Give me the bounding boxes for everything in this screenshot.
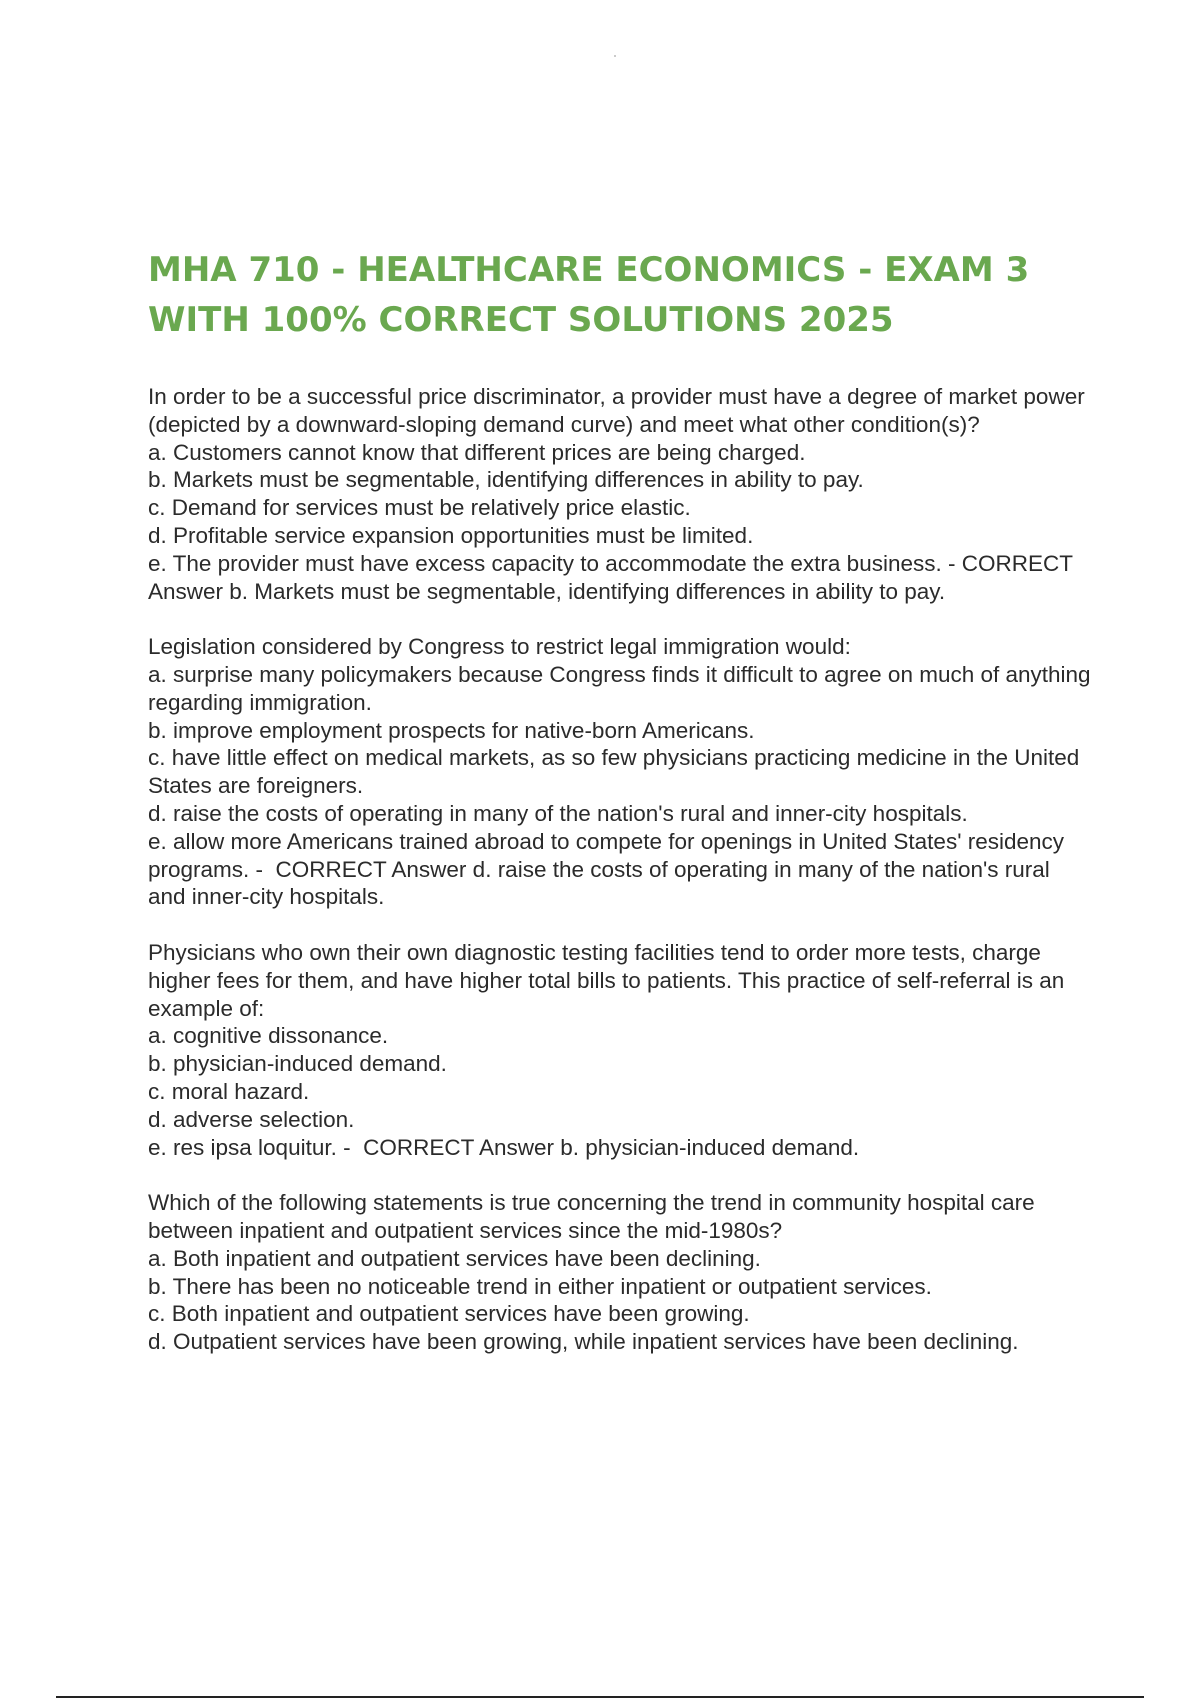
option-e: e. The provider must have excess capacity to accommodate the extra business. [148, 550, 942, 576]
option-e-with-answer [148, 550, 1092, 606]
question-4 [148, 1189, 1092, 1356]
question-text: Legislation considered by Congress to restrict legal immigration would: [148, 634, 851, 660]
document-title [148, 245, 1088, 345]
title-line-2: WITH 100% CORRECT SOLUTIONS 2025 [148, 300, 894, 340]
option-a: a. Both inpatient and outpatient services have been declining. [148, 1245, 761, 1271]
option-b: b. Markets must be segmentable, identifying differences in ability to pay. [148, 467, 864, 493]
option-d: d. Outpatient services have been growing, while inpatient services have been declining. [148, 1329, 1019, 1355]
questions-list [148, 383, 1092, 1384]
answer-separator: - [249, 856, 276, 882]
option-e-with-answer [148, 828, 1092, 911]
question-2 [148, 633, 1092, 911]
question-1 [148, 383, 1092, 605]
question-text: Which of the following statements is true concerning the trend in community hospital care between inpatient and outpatient services since the mid-1980s? [148, 1190, 1035, 1243]
option-a: a. cognitive dissonance. [148, 1023, 389, 1049]
option-c: c. moral hazard. [148, 1078, 310, 1104]
answer-separator: - [941, 550, 962, 576]
option-c: c. Demand for services must be relatively price elastic. [148, 495, 691, 521]
option-e: e. allow more Americans trained abroad to compete for openings in United States' residency programs. [148, 828, 1065, 882]
option-c: c. Both inpatient and outpatient services have been growing. [148, 1301, 750, 1327]
question-3 [148, 939, 1092, 1161]
option-a: a. surprise many policymakers because Congress finds it difficult to agree on much of anything regarding immigration. [148, 661, 1091, 715]
option-c: c. have little effect on medical markets, as so few physicians practicing medicine in the United States are foreigners. [148, 745, 1080, 799]
option-b: b. There has been no noticeable trend in either inpatient or outpatient services. [148, 1273, 932, 1299]
option-a: a. Customers cannot know that different prices are being charged. [148, 439, 806, 465]
option-d: d. Profitable service expansion opportunities must be limited. [148, 522, 754, 548]
option-b: b. improve employment prospects for native-born Americans. [148, 717, 755, 743]
question-text: In order to be a successful price discriminator, a provider must have a degree of market power (depicted by a downward-sloping demand curve) and meet what other condition(s)? [148, 384, 1085, 437]
correct-answer: CORRECT Answer b. physician-induced demand. [363, 1134, 860, 1160]
option-e: e. res ipsa loquitur. [148, 1134, 337, 1160]
option-d: d. raise the costs of operating in many of the nation's rural and inner-city hospitals. [148, 800, 968, 826]
option-d: d. adverse selection. [148, 1106, 355, 1132]
title-line-1: MHA 710 - HEALTHCARE ECONOMICS - EXAM 3 [148, 250, 1030, 290]
answer-separator: - [336, 1134, 364, 1160]
option-b: b. physician-induced demand. [148, 1051, 447, 1077]
option-e-with-answer [148, 1134, 1092, 1162]
page-bottom-rule [56, 1696, 1144, 1698]
correct-answer: CORRECT Answer b. Markets must be segmentable, identifying differences in ability to pay. [148, 550, 1073, 604]
question-text: Physicians who own their own diagnostic testing facilities tend to order more tests, charge higher fees for them, and have higher total bills to patients. This practice of self-referral is an example of: [148, 939, 1065, 1021]
scan-speck [614, 55, 616, 57]
correct-answer: CORRECT Answer d. raise the costs of operating in many of the nation's rural and inner-city hospitals. [148, 856, 1050, 910]
